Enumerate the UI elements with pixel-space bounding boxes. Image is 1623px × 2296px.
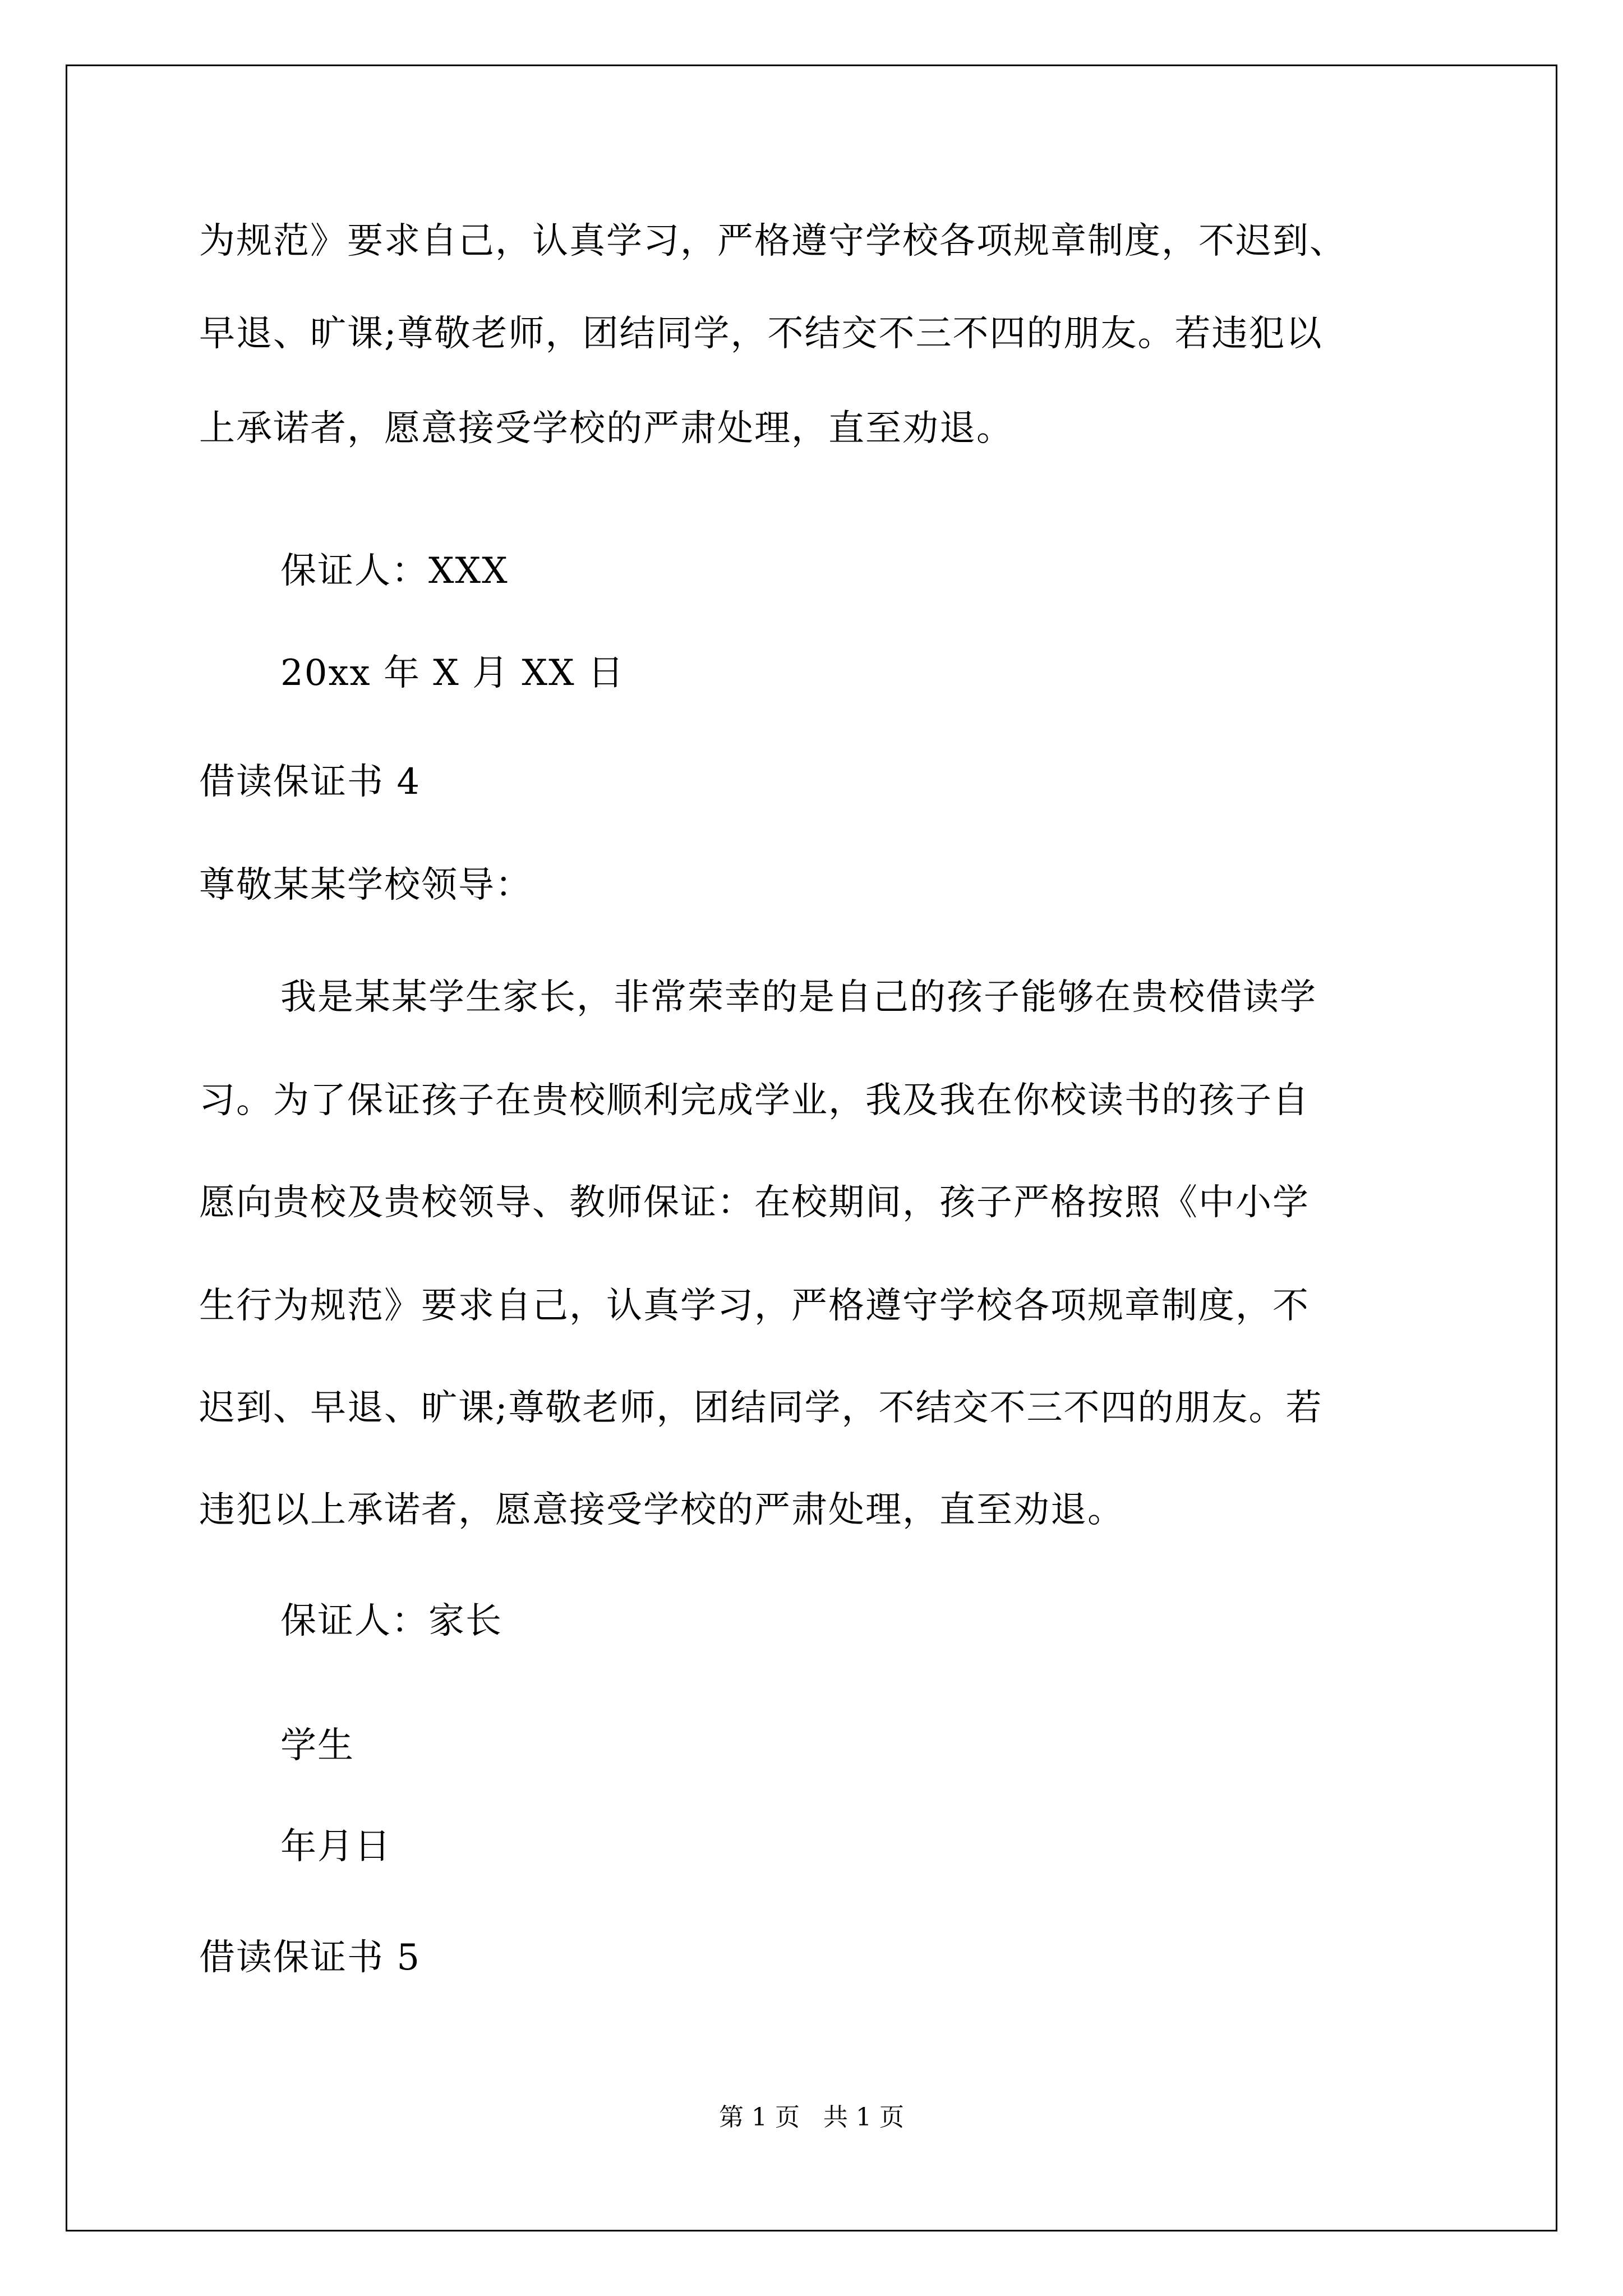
paragraph-line: 上承诺者，愿意接受学校的严肃处理，直至劝退。 <box>199 408 1013 449</box>
paragraph-line: 愿向贵校及贵校领导、教师保证：在校期间，孩子严格按照《中小学 <box>199 1182 1310 1223</box>
paragraph-line: 违犯以上承诺者，愿意接受学校的严肃处理，直至劝退。 <box>199 1489 1124 1531</box>
date-line: 年月日 <box>280 1826 391 1867</box>
guarantor-line: 保证人：家长 <box>280 1600 502 1642</box>
page-footer: 第 1 页 共 1 页 <box>719 2103 904 2132</box>
salutation: 尊敬某某学校领导： <box>199 864 532 906</box>
paragraph-line: 早退、旷课;尊敬老师，团结同学，不结交不三不四的朋友。若违犯以 <box>199 313 1323 355</box>
student-line: 学生 <box>280 1725 354 1766</box>
paragraph-line: 生行为规范》要求自己，认真学习，严格遵守学校各项规章制度，不 <box>199 1285 1310 1327</box>
paragraph-line: 我是某某学生家长，非常荣幸的是自己的孩子能够在贵校借读学 <box>280 977 1317 1018</box>
page-border <box>66 65 1557 2231</box>
section-heading: 借读保证书 5 <box>199 1937 421 1978</box>
guarantor-line: 保证人：XXX <box>280 550 509 592</box>
paragraph-line: 为规范》要求自己，认真学习，严格遵守学校各项规章制度，不迟到、 <box>199 220 1347 262</box>
section-heading: 借读保证书 4 <box>199 761 421 803</box>
paragraph-line: 迟到、早退、旷课;尊敬老师，团结同学，不结交不三不四的朋友。若 <box>199 1387 1323 1429</box>
date-line: 20xx 年 X 月 XX 日 <box>280 652 625 694</box>
paragraph-line: 习。为了保证孩子在贵校顺利完成学业，我及我在你校读书的孩子自 <box>199 1080 1310 1121</box>
